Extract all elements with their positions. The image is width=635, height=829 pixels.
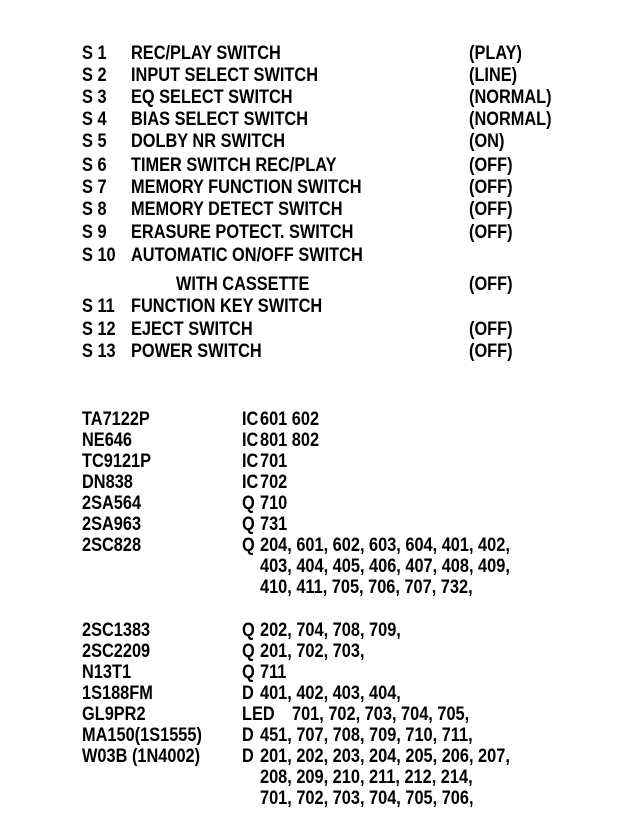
- switch-ref: S 1: [82, 43, 107, 64]
- component-type: Q: [242, 493, 255, 514]
- switch-state: (LINE): [469, 65, 518, 86]
- component-reference-numbers: 731: [260, 514, 288, 535]
- switch-name: POWER SWITCH: [131, 341, 262, 362]
- switch-ref: S 2: [82, 65, 107, 86]
- component-reference-numbers: 701: [260, 451, 288, 472]
- component-type: IC: [242, 472, 259, 493]
- component-type: Q: [242, 535, 255, 556]
- switch-name: AUTOMATIC ON/OFF SWITCH: [131, 245, 363, 266]
- switch-name: EQ SELECT SWITCH: [131, 87, 293, 108]
- component-type: LED: [242, 704, 275, 725]
- switch-name: EJECT SWITCH: [131, 319, 253, 340]
- component-reference-numbers: 702: [260, 472, 288, 493]
- component-type: IC: [242, 409, 259, 430]
- switch-state: (NORMAL): [469, 87, 552, 108]
- component-reference-numbers: 201, 702, 703,: [260, 641, 365, 662]
- component-type: Q: [242, 662, 255, 683]
- component-type: IC: [242, 451, 259, 472]
- component-part-number: 2SC828: [82, 535, 142, 556]
- switch-name: TIMER SWITCH REC/PLAY: [131, 155, 337, 176]
- component-reference-numbers: 711: [260, 662, 287, 683]
- switch-name: ERASURE POTECT. SWITCH: [131, 222, 354, 243]
- switch-ref: S 9: [82, 222, 107, 243]
- component-part-number: 2SC1383: [82, 620, 151, 641]
- switch-ref: S 13: [82, 341, 116, 362]
- component-reference-numbers: 701, 702, 703, 704, 705,: [292, 704, 470, 725]
- component-reference-numbers: 401, 402, 403, 404,: [260, 683, 401, 704]
- component-part-number: N13T1: [82, 662, 132, 683]
- component-part-number: GL9PR2: [82, 704, 146, 725]
- component-reference-numbers: 410, 411, 705, 706, 707, 732,: [260, 577, 473, 599]
- switch-ref: S 5: [82, 131, 107, 152]
- component-reference-numbers: 710: [260, 493, 288, 514]
- switch-state: (PLAY): [469, 43, 522, 64]
- component-part-number: MA150(1S1555): [82, 725, 202, 746]
- component-type: D: [242, 746, 254, 767]
- component-reference-numbers: 201, 202, 203, 204, 205, 206, 207,: [260, 746, 510, 767]
- component-part-number: NE646: [82, 430, 132, 451]
- switch-name-continued: WITH CASSETTE: [176, 274, 310, 295]
- switch-state: (OFF): [469, 222, 513, 243]
- component-type: D: [242, 725, 254, 746]
- component-reference-numbers: 204, 601, 602, 603, 604, 401, 402,: [260, 535, 510, 556]
- switch-state: (OFF): [469, 155, 513, 176]
- component-part-number: 2SA963: [82, 514, 142, 535]
- switch-state: (ON): [469, 131, 505, 152]
- component-reference-numbers: 202, 704, 708, 709,: [260, 620, 401, 641]
- switch-ref: S 4: [82, 109, 107, 130]
- component-type: Q: [242, 641, 255, 662]
- component-part-number: 2SC2209: [82, 641, 151, 662]
- switch-state: (OFF): [469, 177, 513, 198]
- switch-state: (OFF): [469, 199, 513, 220]
- component-part-number: DN838: [82, 472, 133, 493]
- switch-name: MEMORY FUNCTION SWITCH: [131, 177, 362, 198]
- switch-ref: S 7: [82, 177, 107, 198]
- switch-state: (OFF): [469, 274, 513, 295]
- switch-name: BIAS SELECT SWITCH: [131, 109, 309, 130]
- component-reference-numbers: 451, 707, 708, 709, 710, 711,: [260, 725, 473, 746]
- component-part-number: 2SA564: [82, 493, 142, 514]
- component-reference-numbers: 701, 702, 703, 704, 705, 706,: [260, 788, 474, 810]
- component-reference-numbers: 601 602: [260, 409, 320, 430]
- switch-state: (OFF): [469, 341, 513, 362]
- switch-ref: S 8: [82, 199, 107, 220]
- switch-ref: S 12: [82, 319, 116, 340]
- switch-name: DOLBY NR SWITCH: [131, 131, 286, 152]
- component-type: Q: [242, 620, 255, 641]
- component-type: D: [242, 683, 254, 704]
- component-part-number: W03B (1N4002): [82, 746, 201, 767]
- switch-state: (OFF): [469, 319, 513, 340]
- switch-state: (NORMAL): [469, 109, 552, 130]
- switch-name: INPUT SELECT SWITCH: [131, 65, 319, 86]
- component-part-number: 1S188FM: [82, 683, 153, 704]
- switch-ref: S 10: [82, 245, 116, 266]
- component-reference-numbers: 403, 404, 405, 406, 407, 408, 409,: [260, 556, 510, 578]
- switch-ref: S 6: [82, 155, 107, 176]
- component-type: Q: [242, 514, 255, 535]
- switch-name: REC/PLAY SWITCH: [131, 43, 281, 64]
- component-reference-numbers: 801 802: [260, 430, 320, 451]
- switch-ref: S 11: [82, 296, 115, 317]
- component-part-number: TA7122P: [82, 409, 150, 430]
- switch-name: FUNCTION KEY SWITCH: [131, 296, 323, 317]
- component-type: IC: [242, 430, 259, 451]
- switch-name: MEMORY DETECT SWITCH: [131, 199, 343, 220]
- component-part-number: TC9121P: [82, 451, 152, 472]
- component-reference-numbers: 208, 209, 210, 211, 212, 214,: [260, 767, 473, 789]
- switch-ref: S 3: [82, 87, 107, 108]
